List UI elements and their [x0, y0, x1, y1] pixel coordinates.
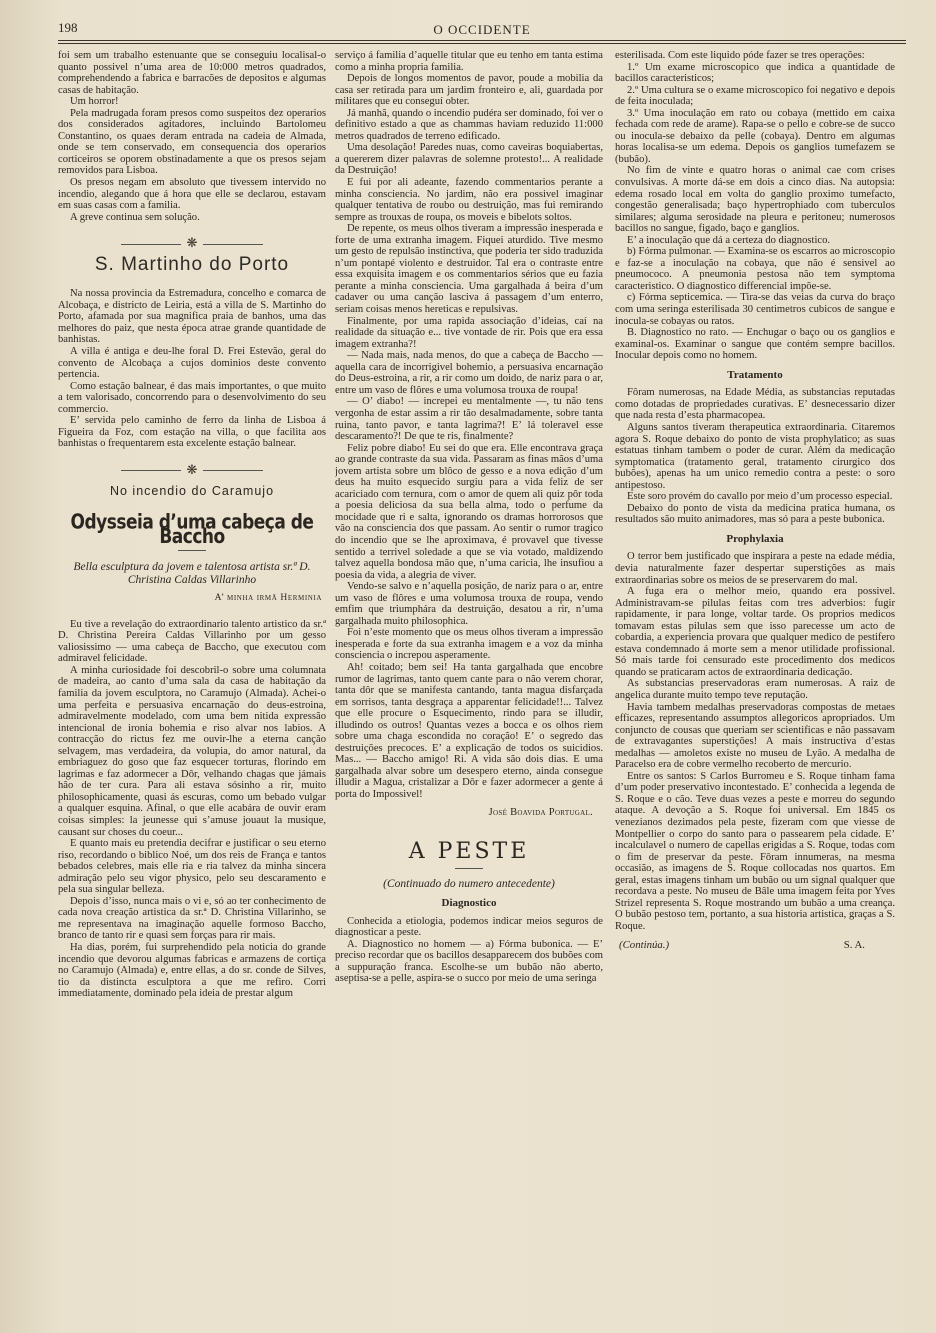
- paragraph: As substancias preservadoras eram numerosas. A raiz de angelica durante muito tempo teve reputação.: [615, 678, 895, 701]
- paragraph: No fim de vinte e quatro horas o animal cae com crises convulsivas. A morte dá-se em dois a cinco dias. Na autopsia: edema rosado local em volta do ganglio proximo tumefacto, congestão generalisada; baço hypertrophiado com tuberculos similares; alguma serosidade na pleura e peritoneu; numerosos bacillos no sangue, figado, baço e ganglios.: [615, 165, 895, 235]
- paragraph: Ah! coitado; bem sei! Ha tanta gargalhada que encobre rumor de lagrimas, tanto quem cante para o não verem chorar, tanta dôr que se manifesta cantando, tanta magua disfarçada em sorrisos, tanta desgraça a apparentar felicidade!!... Talvez que elle procure o Esquecimento, rindo para se illudir, illudindo os outros! Quantas vezes a bocca e os olhos riem sobre uma chaga escondida no coração! E’ o segredo das destruições precoces. E’ a explicação de todos os suicidios. Mas... — Baccho amigo! Ri. A vida são dois dias. E uma gargalhada alvar sobre um desespero eterno, ainda consegue illudir a Magua, cristalizar a Dôr e fazer adormecer a gente á porta do Impossivel!: [335, 661, 603, 800]
- paragraph: 2.º Uma cultura se o exame microscopico foi negativo e depois de feita inoculada;: [615, 84, 895, 108]
- paragraph: A greve continua sem solução.: [70, 211, 200, 223]
- paragraph: Eu tive a revelação do extraordinario talento artistico da sr.ª D. Christina Pereira Caldas Villarinho por um gesso valiosissimo — uma cabeça de Baccho, que executou com admiravel felicidade.: [58, 618, 326, 665]
- article-title-odysseia: Odysseia d’uma cabeça de Baccho: [70, 510, 314, 549]
- paragraph: 3.º Uma inoculação em rato ou cobaya (mettido em caixa fechada com rede de arame). Rapa-se o pello e cobre-se de succo ou inocula-se debaixo da pelle (cobaya). Dentro em algumas horas localisa-se um edema. Depois os ganglios tumefazem se (bubão).: [615, 107, 895, 165]
- section-title-peste: A PESTE: [408, 839, 530, 865]
- column-2: [335, 50, 603, 1260]
- ornament-icon: ❋: [186, 461, 198, 477]
- paragraph: Uma desolação! Paredes nuas, como caveiras boquiabertas, a quererem dizer palavras de solemne protesto!... A realidade da Destruição!: [335, 142, 603, 177]
- paragraph: Já manhã, quando o incendio pudéra ser dominado, foi ver o definitivo estado a que as chammas haviam reduzido 11:000 metros quadrados de terreno edificado.: [335, 107, 603, 142]
- paragraph: Pela madrugada foram presos como suspeitos dez operarios dos considerados agitadores, incluindo Bartolomeu Constantino, os quaes deram entrada na cadeia de Almada, onde se tem conservado, em consequencia dos operarios corticeiros se oporem obstinadamente a que os presos sejam removidos para Lisboa.: [58, 107, 326, 177]
- paragraph: Este soro provém do cavallo por meio d’um processo especial.: [627, 491, 893, 503]
- paragraph: serviço á familia d’aquelle titular que eu tenho em tanta estima como a minha propria familia.: [335, 50, 603, 73]
- paragraph: B. Diagnostico no rato. — Enchugar o baço ou os ganglios e examinal-os. Examinar o sangue que contém sempre bacillos. Inocular depois como no homem.: [615, 327, 895, 362]
- paragraph: E’ a inoculação que dá a certeza do diagnostico.: [627, 234, 831, 246]
- paragraph: Ha dias, porém, fui surprehendido pela noticia do grande incendio que devorou algumas fabricas e armazens de cortiça no Caramujo (Almada) e, entre ellas, a do sr. conde de Silves, tio da distincta esculptora a que me refiro. Corri immediatamente, dominado pela ideia de prestar algum: [58, 942, 326, 1000]
- paragraph: O terror bem justificado que inspirara a peste na edade média, devia naturalmente fazer despertar superstições as mais extraordinarias sobre os meios de se preservarem do mal.: [615, 551, 895, 586]
- continued-marker: (Continúa.): [619, 939, 670, 952]
- page-header: [58, 14, 906, 40]
- paragraph: Alguns santos tiveram therapeutica extraordinaria. Citaremos agora S. Roque debaixo do ponto de vista prophylatico; as suas estatuas tinham tambem o poder de curar. Além da medicação symptomatica (tratamento geral, tratamento cirurgico dos bubões), apenas ha um unico remedio contra a peste: o soro antipestoso.: [615, 421, 895, 491]
- paragraph: Finalmente, por uma rapida associação d’ideias, caí na realidade da situação e... tive vontade de rir. Pois que era essa imagem extranha?!: [335, 315, 603, 350]
- paragraph: A villa é antiga e deu-lhe foral D. Frei Estevão, geral do convento de Alcobaça a cujos dominios deste convento pertencia.: [58, 346, 326, 381]
- header-rule: [58, 40, 906, 44]
- paragraph: Vendo-se salvo e n’aquella posição, de nariz para o ar, entre um vaso de flôres e uma volumosa trouxa de roupa, vendo emfim que triumphára da destruição, desatou a rir, n’uma gargalhada muito philosophica.: [335, 581, 603, 627]
- paragraph: E quanto mais eu pretendia decifrar e justificar o seu eterno riso, recordando o biblico Noé, um dos reis de França e tantos bebados celebres, mais elle ria e ria talvez da minha sincera admiração pelo seu vigor physico, pelo seu descaramento e pela sua singular belleza.: [58, 838, 326, 896]
- paragraph: Feliz pobre diabo! Eu sei do que era. Elle encontrava graça ao grande contraste da sua vida. Passaram as finas mãos d’uma jovem artista sobre um blôco de gesso e a nova edição d’um deus ha muito esquecido surgiu para a vida feliz de ser acariciado com ternura, com o amor de quem ali quiz pôr toda a poesia deliciosa da sua bella alma, todo o perfume da mocidade que ri e salta, ignorando os dramas horrorosos que vão na consciencia dos que passam. Ao sentir o rumor tragico do incendio que se lhe aproximava, é provavel que tivesse sentido a terrivel soledade a que se via votado, maldizendo talvez aquella bondosa mão que, n’uma caricia, lhe insufiou a poesia da vida, a alegria de viver.: [335, 442, 603, 581]
- dedication: A’ minha irmã Herminia: [214, 593, 322, 604]
- paragraph: Depois d’isso, nunca mais o vi e, só ao ter conhecimento de cada nova creação artistica da sr.ª D. Christina Villarinho, se me representava na imaginação aquelle formoso Baccho, branco de tanto rir e quasi sem forças para rir mais.: [58, 895, 326, 942]
- paragraph: Debaixo do ponto de vista da medicina pratica humana, os resultados são muito animadores, mas só para a peste bubonica.: [615, 502, 895, 526]
- paragraph: b) Fórma pulmonar. — Examina-se os escarros ao microscopio e faz-se a inoculação na cobaya, que não é sensivel ao pneumococo. A pneumonia pestosa não tem symptoma caracteristico. O diagnostico differencial impõe-se.: [615, 246, 895, 292]
- author-signature: José Boavida Portugal.: [488, 806, 593, 818]
- paragraph: Foi n’este momento que os meus olhos tiveram a impressão inesperada e forte da sua extranha imagem e a voz da minha consciencia o increpou asperamente.: [335, 627, 603, 662]
- paragraph: E’ servida pelo caminho de ferro da linha de Lisboa á Figueira da Foz, com estação na villa, o que facilita aos banhistas o frequentarem esta excelente estação balnear.: [58, 415, 326, 450]
- subhead-prophylaxia: Prophylaxia: [726, 532, 784, 545]
- author-initials: S. A.: [843, 939, 865, 952]
- paragraph: c) Fórma septicemica. — Tira-se das veias da curva do braço com uma seringa esterilisada 30 centimetros cubicos de sangue e inocula-se cobayas ou ratos.: [615, 292, 895, 327]
- paragraph: Depois de longos momentos de pavor, poude a mobilia da casa ser retirada para um jardim fronteiro e, ali, guardada por militares que eu conseguí obter.: [335, 73, 603, 108]
- title-rule: [178, 550, 206, 551]
- continued-note: (Continuado do numero antecedente): [383, 877, 555, 890]
- paragraph: Entre os santos: S Carlos Burromeu e S. Roque tinham fama d’um poder preservativo incontestado. E’ conhecida a legenda de S. Roque e o cão. Teve duas vezes a peste e morreu do segundo ataque. A devoção a S. Roque foi universal. Em 1845 os venezianos dezimados pela peste, fizeram com que viesse de Montpellier o corpo do santo para o passearem pela cidade. E’ incalculavel o numero de capellas erigidas a S. Roque, todas com o fim de preservar da peste. Fôram innumeras, na mesma occasião, as imagens de S. Roque collocadas nos quartos. Em geral, estas imagens tinham um bubão ou um signal qualquer que recordava a peste. No museu de Bâle uma imagem feita por Yves Strizel representa S. Roque mostrando um bubão a uma creança. O bubão pestoso tem, portanto, a sua historia artistica, graças a S. Roque.: [615, 770, 895, 932]
- paragraph: — O’ diabo! — increpei eu mentalmente —, tu não tens vergonha de estar assim a rir tão desalmadamente, sobre tanta ruina, tanto pavor, e tanta lagrima?! E’ lá toleravel esse descaramento?! De que te ris, finalmente?: [335, 396, 603, 443]
- paragraph: 1.º Um exame microscopico que indica a quantidade de bacillos caracteristicos;: [615, 61, 895, 85]
- section-ornament: [58, 237, 326, 249]
- paragraph: A minha curiosidade foi descobril-o sobre uma columnata de madeira, ao canto d’uma sala da casa de habitação da familia da jovem esculptora, no Caramujo (Almada). Achei-o uma perfeita e persuasiva encarnação do deus-estroina, admiravelmente modelado, com uma bem nitida expressão intencional de ironia bohemia e riso alvar nos labios. A contracção do rictus fez me ouvir-lhe a eterna canção selvagem, mas verdadeira, da volupia, do amor natural, da embriaguez do goso que faz esquecer torturas, florindo em lagrimas e faz adormecer a Dôr, velhando chagas que jámais hão de ter cura. Para ali estava sósinho a rir, muito philosophicamente, quasi ás escuras, como um bebado vulgar a qualquer esquina. Afinal, o que elle acabára de ouvir eram coisas simples: la jeunesse qui s’amuse jouaut la musique, causant sur choses du coeur...: [58, 664, 326, 838]
- paragraph: Os presos negam em absoluto que tivessem intervido no incendio, alegando que á hora que elle se declarou, estavam em suas casas com a familia.: [58, 177, 326, 212]
- article-footer: [615, 940, 895, 952]
- paragraph: Conhecida a etiologia, podemos indicar meios seguros de diagnosticar a peste.: [335, 915, 603, 939]
- paragraph: foi sem um trabalho estenuante que se conseguiu localisal-o quanto possivel n’uma area de 10:000 metros quadrados, comprehendendo a fabrica e barracões de depositos e algumas casas de habitação.: [58, 50, 326, 96]
- paragraph: esterilisada. Com este liquido póde fazer se tres operações:: [615, 50, 865, 61]
- paragraph: A fuga era o melhor meio, quando era possivel. Administravam-se pilulas feitas com tres adverbios: fugir rapidamente, ir para longe, voltar tarde. Os proprios medicos tomavam estas pilulas sem que isso parecesse um acto de cobardia, a experiencia provara que qualquer medico de pestifero estava condemnado á morte sem a menor utilidade profissional. Só mais tarde foi censurado este procedimento dos medicos quando se praticaram actos de extraordinaria dedicação.: [615, 586, 895, 678]
- paragraph: De repente, os meus olhos tiveram a impressão inesperada e forte de uma extranha imagem. Fiquei aturdido. Tive mesmo um gesto de repulsão instinctiva, que poderia ter sido traduzida n’um pontapé violento e destruidor. Tal era o contraste entre essa exquisita imagem e os commentarios sérios que eu fazia perante a minha consciencia. Uma gargalhada á beira d’um cadaver ou uma canção lasciva á passagem d’um enterro, seriam coisas menos hereticas e repulsivas.: [335, 223, 603, 316]
- page-number: 198: [58, 20, 78, 35]
- section-ornament: [58, 461, 326, 477]
- subhead-diagnostico: Diagnostico: [441, 897, 497, 910]
- paragraph: Fôram numerosas, na Edade Média, as substancias reputadas como dotadas de propriedades curativas. E’ desnecessario dizer que nada resta d’esta pharmacopea.: [615, 387, 895, 422]
- paragraph: Havia tambem medalhas preservadoras compostas de metaes efficazes, representando assumptos allegoricos apropriados. Um conjuncto de cousas que queriam ser scientificas e não passavam de extravagantes superstições! A mais instructiva d’estas medalhas — amoletos existe no museu de Lyão. A medalha de Paracelso era de cobre vermelho recoberto de mercurio.: [615, 701, 895, 771]
- section-title-martinho: S. Martinho do Porto: [94, 253, 290, 275]
- section-title-caramujo: No incendio do Caramujo: [109, 483, 275, 498]
- column-1: [58, 50, 326, 1260]
- paragraph: E fui por ali adeante, fazendo commentarios perante a minha consciencia. No jardim, não era possivel imaginar qualquer tentativa de roubo ou destruição, mas fui remirando sempre as trouxas de roupa, os moveis e bibelots soltos.: [335, 177, 603, 223]
- article-subtitle: Bella esculptura da jovem e talentosa artista sr.ª D. Christina Caldas Villarinho: [73, 561, 311, 587]
- paragraph: Na nossa provincia da Estremadura, concelho e comarca de Alcobaça, e districto de Leiria, está a villa de S. Martinho do Porto, afamada por sua magnifica praia de banhos, uma das melhores do paiz, que nesta época atrae grande quantidade de banhistas.: [58, 288, 326, 346]
- paragraph: Um horror!: [70, 96, 119, 108]
- paragraph: Como estação balnear, é das mais importantes, o que muito a tem valorisado, concorrendo para o desenvolvimento do seu commercio.: [58, 380, 326, 415]
- paragraph: — Nada mais, nada menos, do que a cabeça de Baccho — aquella cara de incorrigivel bohemio, a persuasiva encarnação do Deus-estroina, a rir, a rir como um doido, de nariz para o ar, entre um vaso de flôres e uma volumosa trouxa de roupa!: [335, 350, 603, 396]
- title-rule: [455, 868, 483, 869]
- journal-title: O OCCIDENTE: [433, 22, 531, 37]
- subhead-tratamento: Tratamento: [727, 368, 783, 381]
- paragraph: A. Diagnostico no homem — a) Fórma bubonica. — E’ preciso recordar que os bacillos desapparecem dos bubões com a suppuração franca. Escolhe-se um bubão não aberto, aseptisa-se a pelle, aspira-se o succo por meio de uma seringa: [335, 938, 603, 985]
- column-3: [615, 50, 895, 1270]
- ornament-icon: ❋: [186, 235, 198, 251]
